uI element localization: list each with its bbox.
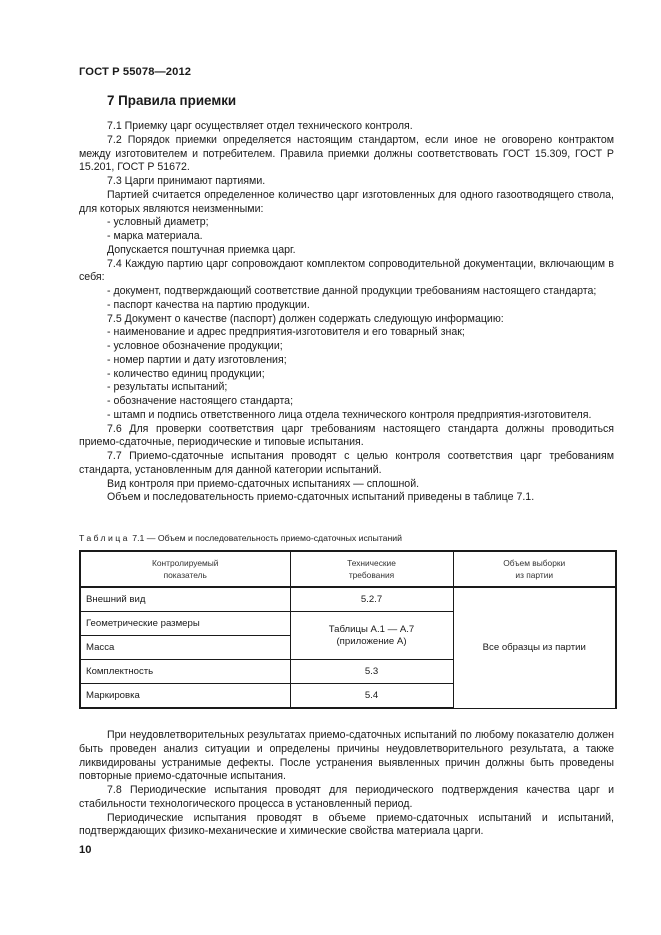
table-row (80, 587, 616, 612)
paragraph: 7.7 Приемо-сдаточные испытания проводят с целью контроля соответствия царг требованиям стандарта, установленным для данной категории испытаний. (79, 450, 614, 476)
header-indicator: Контролируемый показатель (80, 551, 290, 587)
cell-requirement: 5.4 (290, 684, 453, 709)
page-number: 10 (79, 844, 92, 856)
paragraph: 7.1 Приемку царг осуществляет отдел технического контроля. (107, 120, 413, 132)
cell-indicator: Комплектность (80, 660, 290, 684)
list-item: - наименование и адрес предприятия-изготовителя и его товарный знак; (107, 326, 465, 339)
list-item: - результаты испытаний; (107, 381, 228, 394)
cell-requirement: Таблицы А.1 — А.7 (приложение А) (290, 612, 453, 660)
table-caption-text: 7.1 — Объем и последовательность приемо-сдаточных испытаний (129, 533, 402, 543)
list-item: - номер партии и дату изготовления; (107, 353, 287, 366)
paragraph: Периодические испытания проводят в объеме приемо-сдаточных испытаний и испытаний, подтверждающих физико-механические и химические свойства материала царги. (79, 811, 614, 838)
cell-indicator: Внешний вид (80, 587, 290, 612)
header-requirements: Технические требования (290, 551, 453, 587)
section-body-bottom (79, 729, 614, 839)
paragraph: Вид контроля при приемо-сдаточных испытаниях — сплошной. (107, 477, 420, 490)
cell-indicator: Геометрические размеры (80, 612, 290, 636)
paragraph: Партией считается определенное количество царг изготовленных для одного газоотводящего ствола, для которых являются неизменными: (79, 188, 614, 215)
cell-sample-volume: Все образцы из партии (453, 587, 616, 708)
paragraph: 7.2 Порядок приемки определяется настоящим стандартом, если иное не оговорено контрактом между изготовителем и потребителем. Правила приемки должны соответствовать ГОСТ 15.309, ГОСТ Р 15.201, ГОСТ Р 51672. (79, 133, 614, 174)
document-header: ГОСТ Р 55078—2012 (79, 66, 192, 78)
list-item: - документ, подтверждающий соответствие данной продукции требованиям настоящего стандарта; (107, 285, 597, 297)
cell-indicator: Маркировка (80, 684, 290, 709)
table-header-row (80, 551, 616, 587)
paragraph: 7.3 Царги принимают партиями. (107, 175, 266, 187)
header-sample-volume: Объем выборки из партии (453, 551, 616, 587)
section-body-top (79, 120, 614, 505)
cell-indicator: Масса (80, 636, 290, 660)
list-item: - количество единиц продукции; (107, 367, 265, 380)
paragraph: Допускается поштучная приемка царг. (107, 243, 296, 256)
paragraph: 7.8 Периодические испытания проводят для периодического подтверждения качества царг и стабильности технологического процесса в установленный период. (79, 784, 614, 810)
paragraph: 7.4 Каждую партию царг сопровождают комплектом сопроводительной документации, включающим в себя: (79, 257, 614, 284)
table-caption (79, 533, 402, 543)
list-item: - условное обозначение продукции; (107, 340, 283, 352)
paragraph: 7.6 Для проверки соответствия царг требованиям настоящего стандарта должны проводиться приемо-сдаточные, периодические и типовые испытания. (79, 422, 614, 449)
paragraph: 7.5 Документ о качестве (паспорт) должен содержать следующую информацию: (107, 312, 504, 325)
cell-requirement: 5.2.7 (290, 587, 453, 612)
acceptance-tests-table (79, 550, 617, 709)
list-item: - условный диаметр; (107, 216, 209, 229)
paragraph: При неудовлетворительных результатах приемо-сдаточных испытаний по любому показателю должен быть проведен анализ ситуации и определены причины неудовлетворительного результата, а также ликвидированы устранимые дефекты. После устранения выявленных причин должны быть проведены повторные приемо-сдаточные испытания. (79, 729, 614, 783)
list-item: - обозначение настоящего стандарта; (107, 395, 294, 407)
list-item: - марка материала. (107, 230, 203, 242)
paragraph: Объем и последовательность приемо-сдаточных испытаний приведены в таблице 7.1. (107, 491, 535, 504)
section-title: 7 Правила приемки (107, 93, 237, 108)
table-caption-prefix: Таблица (79, 533, 130, 543)
list-item: - паспорт качества на партию продукции. (107, 298, 310, 311)
list-item: - штамп и подпись ответственного лица отдела технического контроля предприятия-изготовителя. (107, 408, 592, 421)
cell-requirement: 5.3 (290, 660, 453, 684)
